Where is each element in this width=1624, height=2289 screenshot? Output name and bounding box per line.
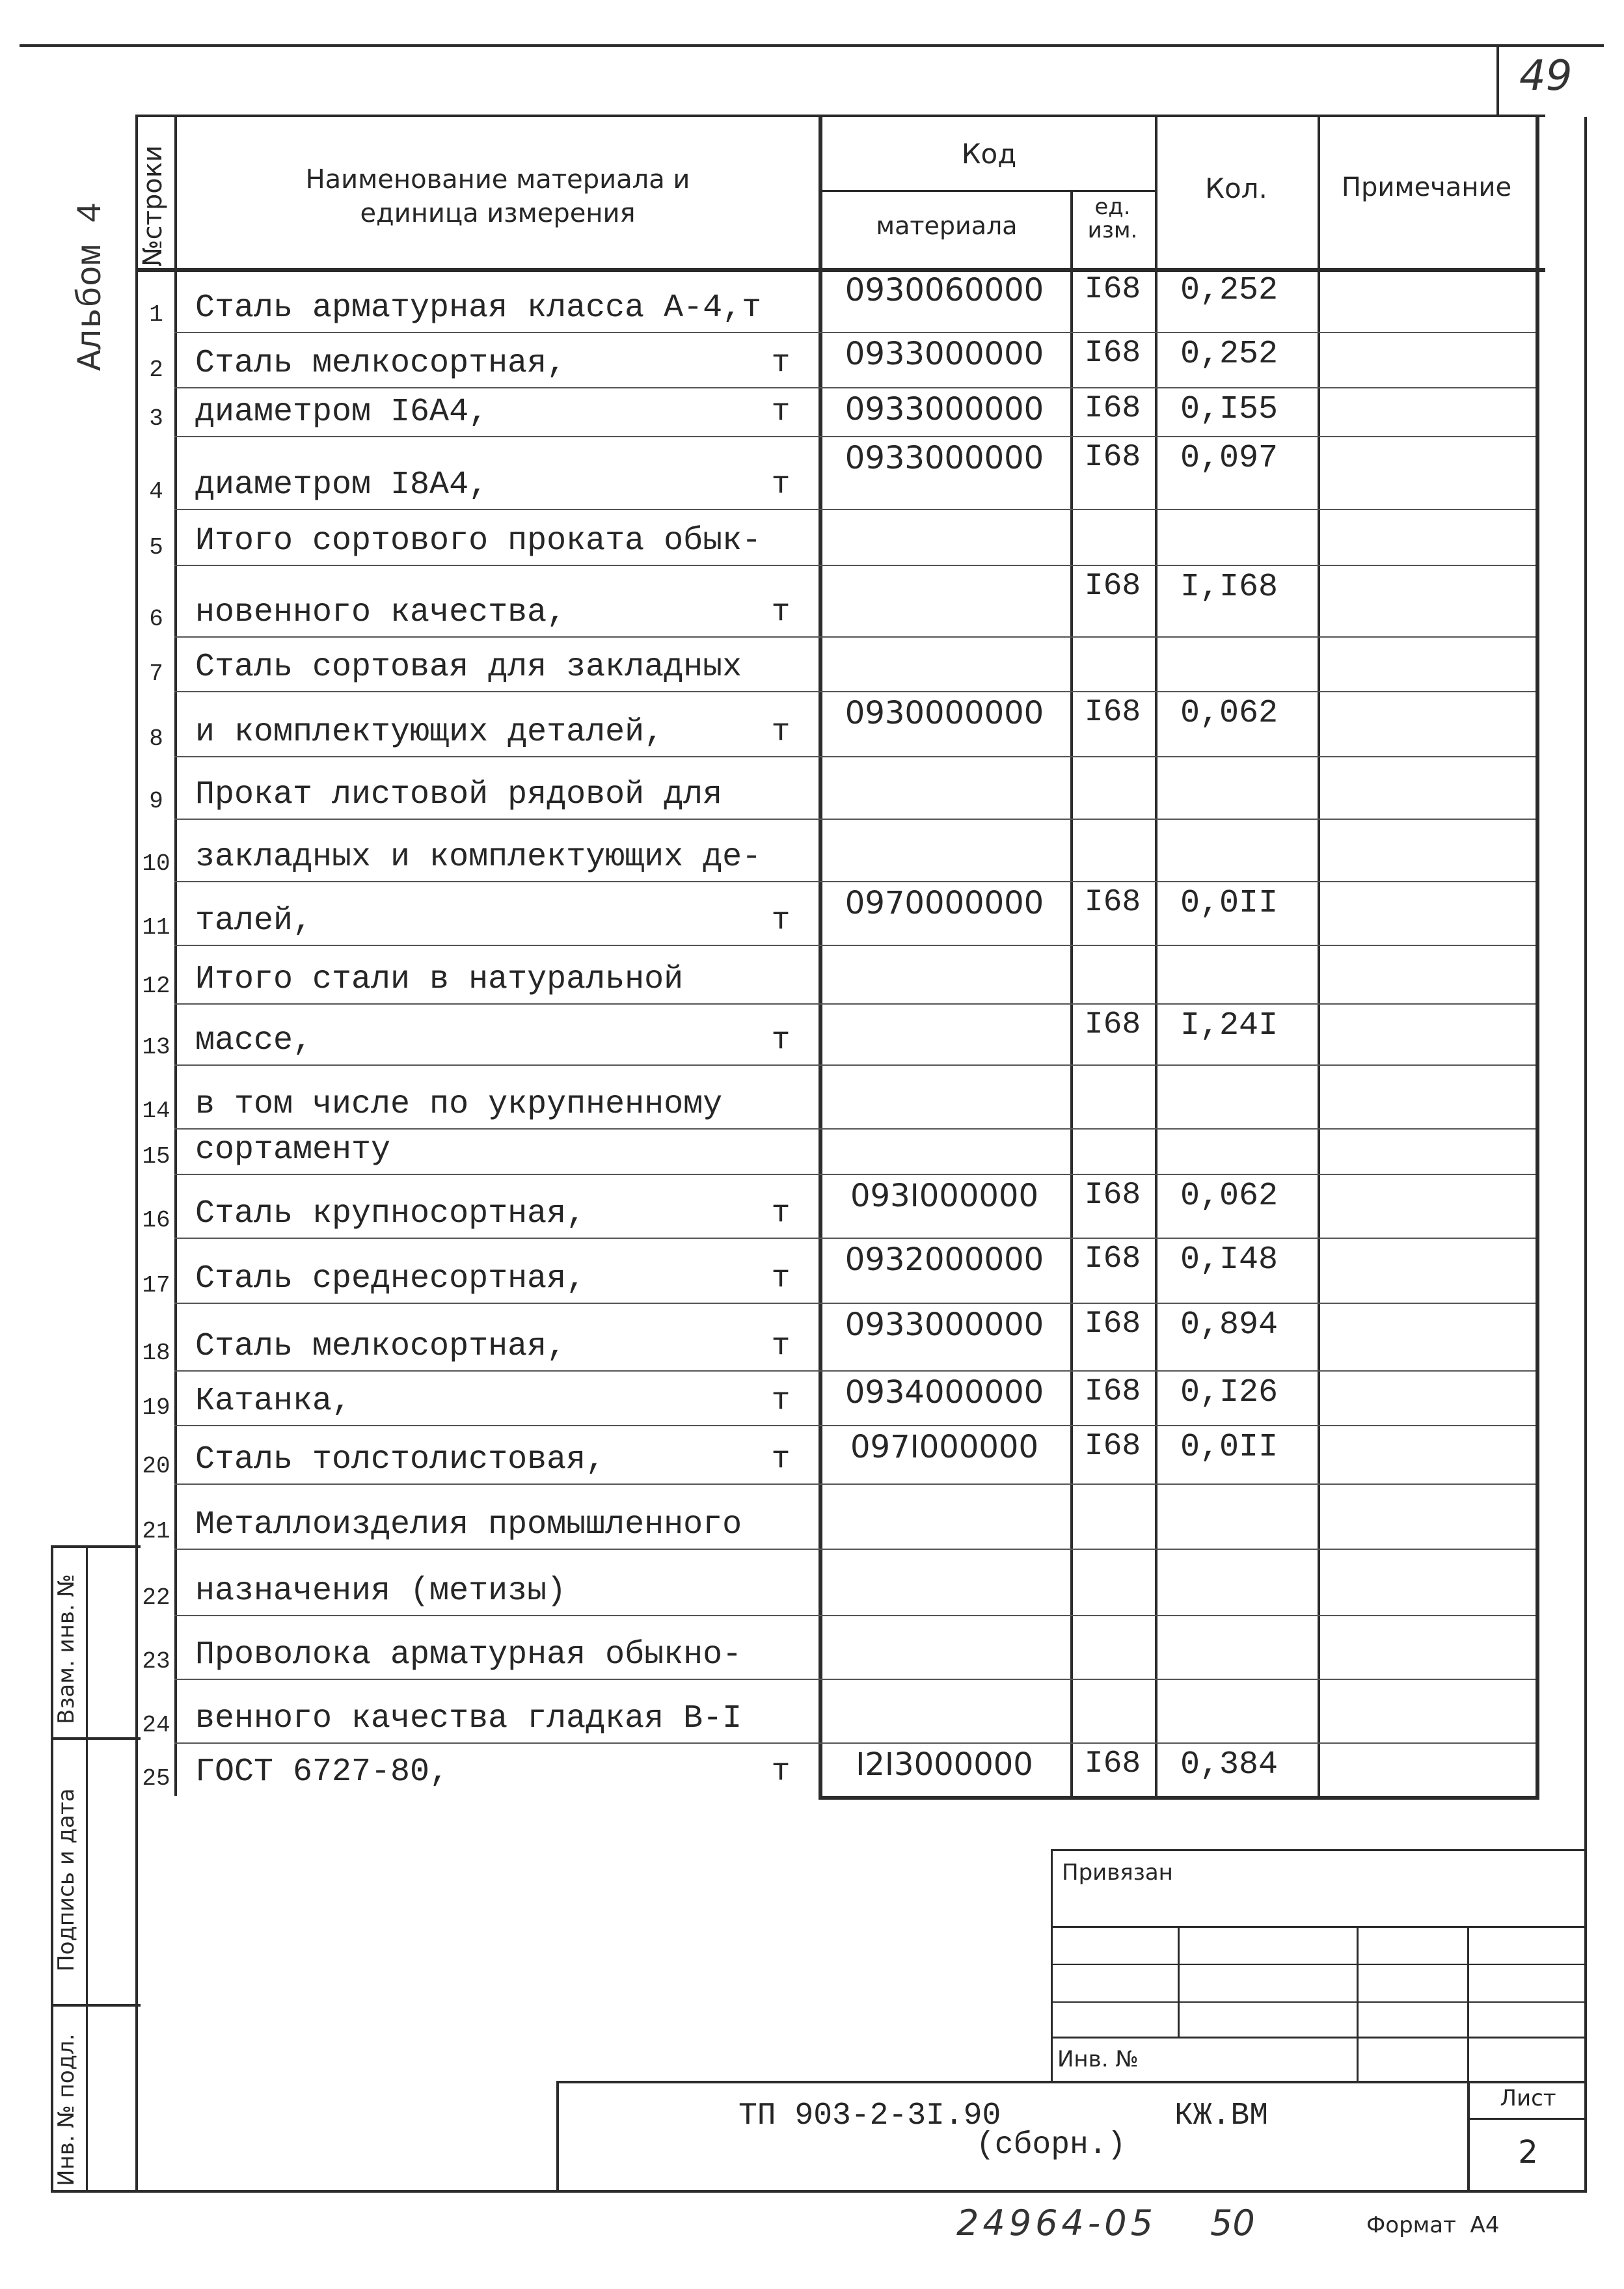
header-code-unit: ед. изм.	[1087, 194, 1138, 243]
row-number: 1	[149, 301, 163, 328]
table-top-line	[135, 115, 1545, 117]
privyazan-box-top	[1051, 1849, 1587, 1851]
table-row	[0, 436, 1624, 509]
unit-code: I68	[1084, 272, 1141, 307]
material-code: 0934000000	[845, 1374, 1044, 1411]
material-code: 0930000000	[845, 695, 1044, 731]
row-number: 23	[142, 1648, 170, 1675]
privyazan-line1	[1051, 1926, 1587, 1928]
table-row	[0, 691, 1624, 756]
material-name: Сталь среднесортная,	[195, 1260, 586, 1297]
material-name: Сталь крупносортная,	[195, 1195, 586, 1232]
unit-suffix: т	[771, 1442, 791, 1477]
material-name: Сталь мелкосортная,	[195, 345, 567, 382]
row-number: 13	[142, 1034, 170, 1061]
quantity: 0,I26	[1180, 1374, 1279, 1411]
row-number: 2	[149, 357, 163, 383]
material-name: ГОСТ 6727-80,	[195, 1754, 450, 1791]
row-number: 9	[149, 788, 163, 815]
unit-code: I68	[1084, 1429, 1141, 1464]
material-name: Катанка,	[195, 1383, 352, 1420]
row-number: 8	[149, 725, 163, 752]
side-stamp-vzam: Взам. инв. №	[53, 1574, 79, 1724]
row-number: 21	[142, 1518, 170, 1545]
row-number: 19	[142, 1394, 170, 1421]
row-number: 15	[142, 1143, 170, 1170]
unit-code: I68	[1084, 336, 1141, 371]
table-row	[0, 332, 1624, 387]
table-row	[0, 945, 1624, 1003]
quantity: 0,894	[1180, 1307, 1279, 1344]
header-code-material: материала	[876, 211, 1018, 240]
privyazan-box-left	[1051, 1849, 1053, 2082]
privyazan-col2	[1357, 1926, 1359, 2082]
unit-code: I68	[1084, 569, 1141, 604]
material-name: Проволока арматурная обыкно-	[195, 1636, 742, 1673]
stamp-top	[556, 2081, 1587, 2083]
stamp-left	[556, 2081, 559, 2193]
table-row	[0, 1425, 1624, 1483]
quantity: 0,384	[1180, 1746, 1279, 1783]
table-row	[0, 636, 1624, 691]
material-name: Итого стали в натуральной	[195, 961, 684, 998]
table-row	[0, 1174, 1624, 1238]
material-name: массе,	[195, 1022, 313, 1059]
row-number: 14	[142, 1098, 170, 1124]
table-row	[0, 1483, 1624, 1549]
unit-code: I68	[1084, 440, 1141, 475]
table-row	[0, 1370, 1624, 1425]
material-name: диаметром I8A4,	[195, 467, 489, 504]
material-name: Прокат листовой рядовой для	[195, 776, 723, 813]
quantity: 0,I55	[1180, 391, 1279, 428]
header-note: Примечание	[1341, 172, 1512, 202]
material-name: закладных и комплектующих де-	[195, 839, 762, 876]
privyazan-line2	[1051, 1964, 1587, 1965]
table-row	[0, 1679, 1624, 1742]
quantity: 0,062	[1180, 1178, 1279, 1215]
unit-code: I68	[1084, 885, 1141, 920]
unit-code: I68	[1084, 1746, 1141, 1781]
header-row-number: №строки	[138, 145, 168, 267]
table-row	[0, 268, 1624, 332]
table-row	[0, 565, 1624, 636]
unit-suffix: т	[771, 1329, 791, 1364]
page-number-box-left	[1496, 44, 1499, 116]
material-name: диаметром I6A4,	[195, 394, 489, 431]
row-number: 7	[149, 660, 163, 687]
row-number: 18	[142, 1340, 170, 1366]
bottom-border	[51, 2190, 1587, 2193]
side-stamp-sep2	[51, 2004, 141, 2007]
unit-suffix: т	[771, 1261, 791, 1296]
table-row	[0, 1303, 1624, 1370]
quantity: 0,097	[1180, 440, 1279, 477]
material-code: 0970000000	[845, 885, 1044, 921]
material-code: 0933000000	[845, 336, 1044, 372]
footer-handwritten-code: 24964-05	[956, 2202, 1157, 2243]
unit-code: I68	[1084, 1007, 1141, 1042]
inv-no-label: Инв. №	[1057, 2046, 1139, 2072]
material-name: Сталь мелкосортная,	[195, 1328, 567, 1365]
side-stamp-sep1	[51, 1737, 141, 1740]
unit-suffix: т	[771, 345, 791, 381]
unit-suffix: т	[771, 903, 791, 938]
footer-handwritten-num: 50	[1210, 2202, 1255, 2243]
stamp-sheet-sep	[1467, 2118, 1587, 2120]
quantity: 0,0II	[1180, 1429, 1279, 1466]
material-code: 0932000000	[845, 1241, 1044, 1278]
table-row	[0, 509, 1624, 565]
row-number: 20	[142, 1453, 170, 1480]
unit-suffix: т	[771, 394, 791, 429]
material-code: I2I3000000	[856, 1746, 1033, 1783]
unit-suffix: т	[771, 714, 791, 750]
footer-format: Формат А4	[1366, 2212, 1500, 2238]
unit-code: I68	[1084, 1178, 1141, 1213]
table-row	[0, 1064, 1624, 1128]
privyazan-line4	[1051, 2037, 1587, 2038]
table-row	[0, 1238, 1624, 1303]
unit-code: I68	[1084, 695, 1141, 730]
quantity: 0,0II	[1180, 885, 1279, 922]
row-number: 3	[149, 405, 163, 432]
row-number: 22	[142, 1584, 170, 1611]
table-row	[0, 881, 1624, 945]
material-name: Металлоизделия промышленного	[195, 1506, 742, 1543]
material-code: 0933000000	[845, 440, 1044, 476]
unit-suffix: т	[771, 1383, 791, 1418]
material-code: 093I000000	[850, 1178, 1038, 1214]
material-name: новенного качества,	[195, 594, 567, 631]
unit-suffix: т	[771, 1196, 791, 1231]
doc-mark: КЖ.ВМ	[1174, 2098, 1269, 2133]
row-number: 17	[142, 1272, 170, 1299]
header-material-name: Наименование материала и единица измерения	[305, 165, 690, 228]
material-code: 097I000000	[850, 1429, 1038, 1465]
privyazan-label: Привязан	[1062, 1860, 1173, 1886]
quantity: I,I68	[1180, 569, 1279, 606]
material-code: 0930060000	[845, 272, 1044, 308]
material-name: Сталь толстолистовая,	[195, 1441, 606, 1478]
unit-code: I68	[1084, 391, 1141, 426]
table-row	[0, 1742, 1624, 1796]
sheet-label: Лист	[1500, 2085, 1556, 2111]
material-code: 0933000000	[845, 391, 1044, 427]
side-stamp-podpis: Подпись и дата	[53, 1788, 79, 1971]
header-quantity: Кол.	[1205, 172, 1267, 204]
row-number: 4	[149, 478, 163, 505]
material-name: Сталь сортовая для закладных	[195, 649, 742, 686]
row-number: 5	[149, 534, 163, 561]
table-row	[0, 819, 1624, 881]
material-name: венного качества гладкая В-I	[195, 1700, 742, 1737]
row-number: 6	[149, 606, 163, 632]
row-number: 10	[142, 850, 170, 877]
header-code-group: Код	[961, 138, 1017, 170]
row-number: 12	[142, 973, 170, 999]
row-number: 11	[142, 914, 170, 941]
unit-suffix: т	[771, 1754, 791, 1789]
unit-code: I68	[1084, 1374, 1141, 1409]
left-frame-bottom	[135, 1796, 138, 2193]
table-bottom-line	[819, 1796, 1539, 1800]
quantity: 0,252	[1180, 336, 1279, 373]
quantity: 0,I48	[1180, 1241, 1279, 1279]
material-code: 0933000000	[845, 1307, 1044, 1343]
unit-suffix: т	[771, 1023, 791, 1058]
quantity: 0,252	[1180, 272, 1279, 309]
privyazan-col1	[1178, 1926, 1180, 2038]
side-stamp-inv-podl: Инв. № подл.	[53, 2033, 79, 2186]
quantity: 0,062	[1180, 695, 1279, 732]
unit-code: I68	[1084, 1307, 1141, 1342]
table-row	[0, 1128, 1624, 1174]
code-header-mid	[819, 190, 1155, 192]
material-name: назначения (метизы)	[195, 1573, 567, 1610]
table-row	[0, 756, 1624, 819]
doc-sub: (сборн.)	[976, 2128, 1126, 2163]
side-stamp-top	[51, 1545, 141, 1548]
table-row	[0, 387, 1624, 436]
material-name: и комплектующих деталей,	[195, 714, 664, 751]
unit-suffix: т	[771, 467, 791, 502]
row-number: 16	[142, 1207, 170, 1234]
table-row	[0, 1549, 1624, 1615]
sheet-value: 2	[1518, 2134, 1538, 2171]
table-row	[0, 1003, 1624, 1064]
material-name: сортаменту	[195, 1131, 391, 1169]
side-stamp-divider	[86, 1545, 88, 2193]
album-label: Альбом 4	[72, 202, 111, 371]
unit-suffix: т	[771, 595, 791, 630]
material-name: талей,	[195, 902, 313, 940]
row-number: 25	[142, 1765, 170, 1792]
row-number: 24	[142, 1712, 170, 1739]
doc-code: ТП 903-2-3I.90	[738, 2098, 1001, 2133]
material-name: Сталь арматурная класса А-4,т	[195, 290, 762, 327]
page-number-handwritten: 49	[1519, 52, 1573, 100]
privyazan-col3	[1467, 1926, 1469, 2082]
material-name: Итого сортового проката обык-	[195, 522, 762, 560]
table-row	[0, 1615, 1624, 1679]
material-name: в том числе по укрупненному	[195, 1086, 723, 1123]
unit-code: I68	[1084, 1241, 1141, 1277]
top-border	[20, 44, 1604, 47]
quantity: I,24I	[1180, 1007, 1279, 1044]
privyazan-line3	[1051, 2001, 1587, 2003]
